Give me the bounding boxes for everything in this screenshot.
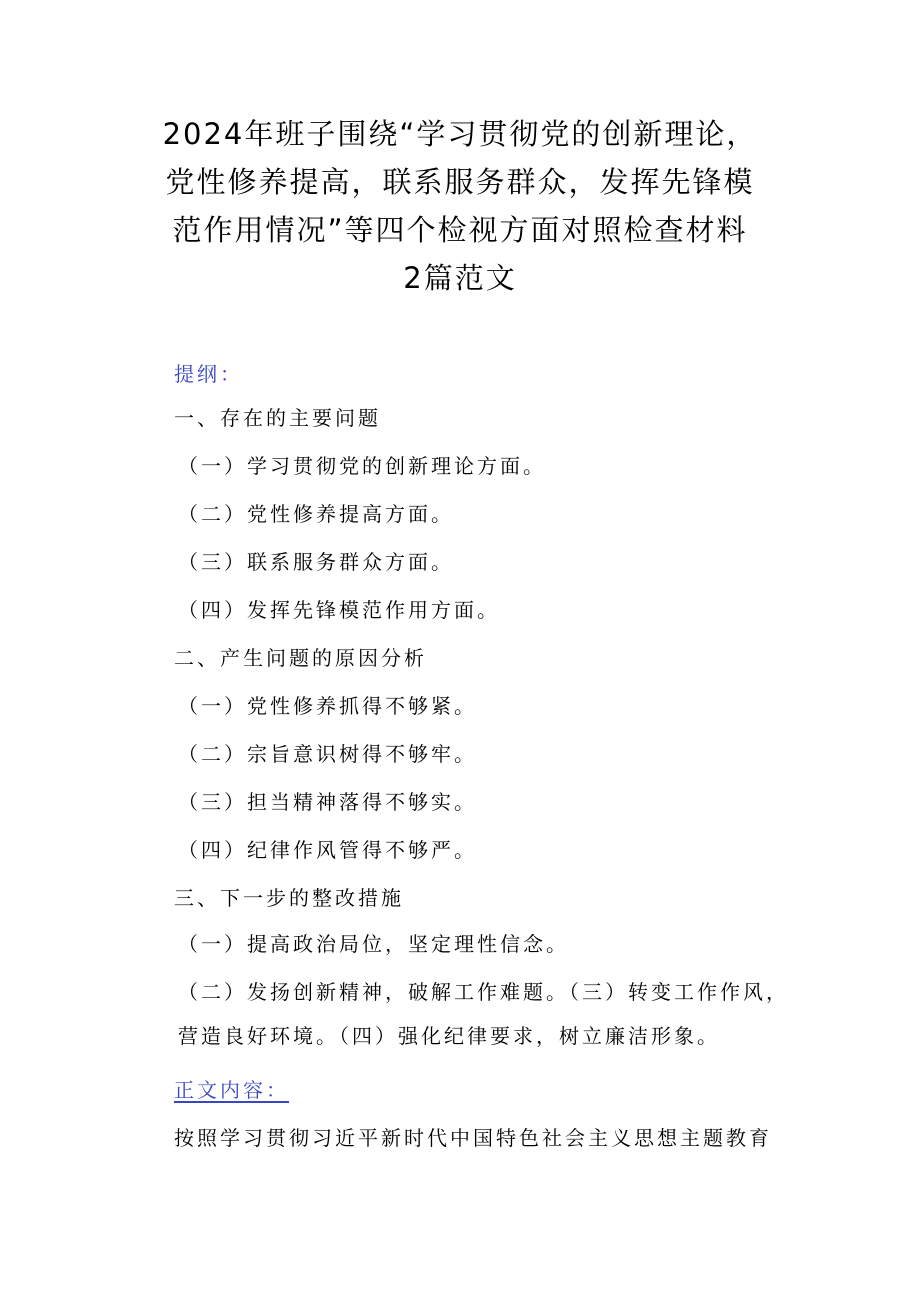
section-3-item-1: （一）提高政治局位，坚定理性信念。	[178, 932, 569, 956]
title-line-1: 2024年班子围绕“学习贯彻党的创新理论，	[162, 117, 758, 151]
body-label: 正文内容：	[174, 1078, 289, 1102]
section-heading-2: 二、产生问题的原因分析	[174, 646, 427, 670]
section-2-item-2: （二）宗旨意识树得不够牢。	[178, 742, 477, 766]
section-1-item-1: （一）学习贯彻党的创新理论方面。	[178, 454, 546, 478]
title-line-3: 范作用情况”等四个检视方面对照检查材料	[172, 213, 748, 247]
section-1-item-2: （二）党性修养提高方面。	[178, 502, 454, 526]
section-heading-3: 三、下一步的整改措施	[174, 886, 404, 910]
document-title	[130, 110, 790, 302]
title-line-2: 党性修养提高，联系服务群众，发挥先锋模	[165, 165, 755, 199]
section-3-item-2: （二）发扬创新精神，破解工作难题。（三）转变工作作风，营造良好环境。（四）强化纪律要求，树立廉洁形象。	[178, 980, 789, 1048]
section-heading-1: 一、存在的主要问题	[174, 406, 381, 430]
section-2-item-3: （三）担当精神落得不够实。	[178, 790, 477, 814]
outline-label: 提纲：	[174, 362, 243, 386]
section-1-item-3: （三）联系服务群众方面。	[178, 550, 454, 574]
section-2-item-1: （一）党性修养抓得不够紧。	[178, 694, 477, 718]
title-line-4: 2篇范文	[403, 261, 517, 295]
section-1-item-4: （四）发挥先锋模范作用方面。	[178, 598, 500, 622]
section-2-item-4: （四）纪律作风管得不够严。	[178, 838, 477, 862]
body-first-line: 按照学习贯彻习近平新时代中国特色社会主义思想主题教育	[174, 1126, 772, 1150]
